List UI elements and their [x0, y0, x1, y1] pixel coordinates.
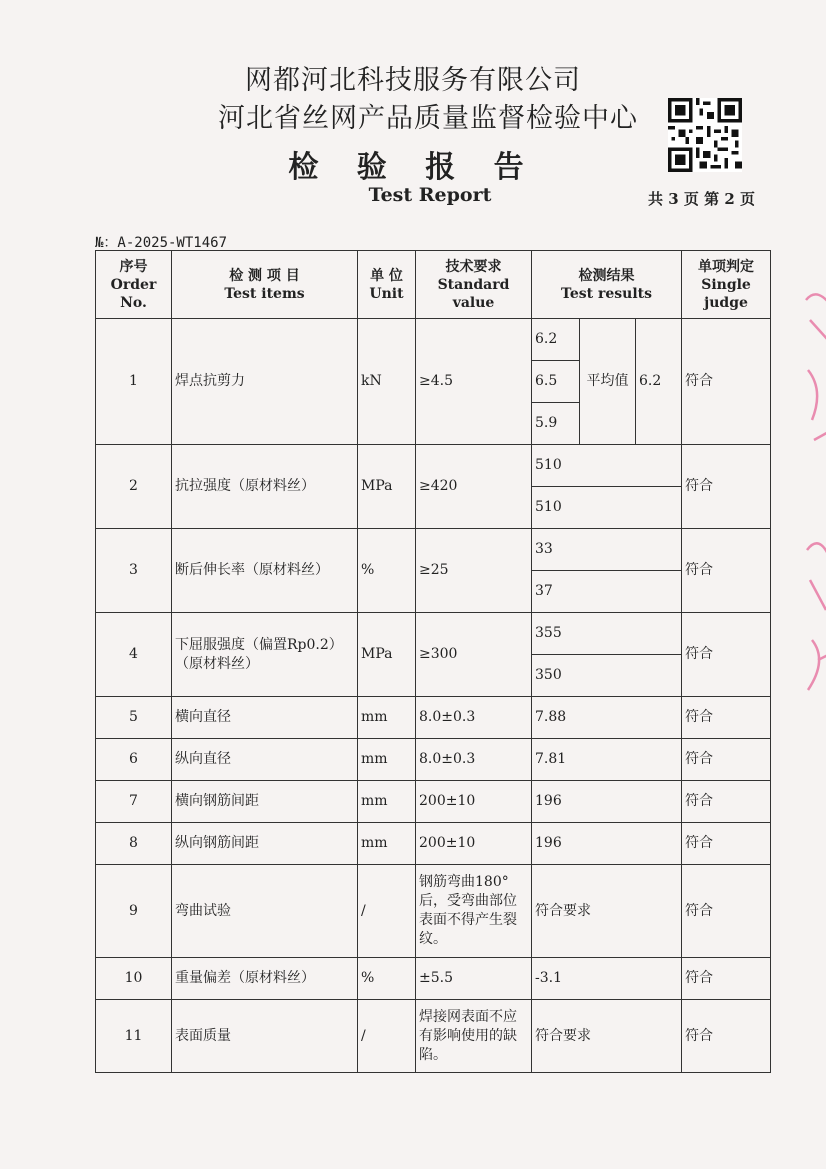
test-item: 抗拉强度（原材料丝） [172, 445, 358, 529]
order-number: 1 [96, 319, 172, 445]
standard-value: 200±10 [416, 823, 532, 865]
result-value: 6.5 [532, 361, 580, 403]
order-number: 8 [96, 823, 172, 865]
single-judge: 符合 [682, 613, 771, 697]
table-row [96, 865, 771, 958]
table-row [96, 739, 771, 781]
result-value: 7.88 [532, 697, 682, 739]
order-number: 2 [96, 445, 172, 529]
column-header-item: 检 测 项 目 Test items [172, 251, 358, 319]
test-item: 焊点抗剪力 [172, 319, 358, 445]
single-judge: 符合 [682, 865, 771, 958]
table-row [96, 445, 771, 487]
standard-value: ≥300 [416, 613, 532, 697]
single-judge: 符合 [682, 445, 771, 529]
unit: % [358, 529, 416, 613]
report-serial-number: №：A-2025-WT1467 [95, 235, 228, 251]
order-number: 7 [96, 781, 172, 823]
single-judge: 符合 [682, 319, 771, 445]
test-item: 表面质量 [172, 1000, 358, 1073]
column-header-unit: 单 位 Unit [358, 251, 416, 319]
single-judge: 符合 [682, 958, 771, 1000]
result-value: 7.81 [532, 739, 682, 781]
single-judge: 符合 [682, 697, 771, 739]
result-value: 37 [532, 571, 682, 613]
standard-value: 200±10 [416, 781, 532, 823]
table-row [96, 697, 771, 739]
result-value: 510 [532, 487, 682, 529]
table-row [96, 319, 771, 361]
result-value: 196 [532, 781, 682, 823]
result-value: 196 [532, 823, 682, 865]
standard-value: ≥420 [416, 445, 532, 529]
result-value: 符合要求 [532, 1000, 682, 1073]
single-judge: 符合 [682, 529, 771, 613]
average-value: 6.2 [636, 319, 682, 445]
table-header-row [96, 251, 771, 319]
unit: MPa [358, 445, 416, 529]
single-judge: 符合 [682, 739, 771, 781]
test-item: 下屈服强度（偏置Rp0.2）（原材料丝） [172, 613, 358, 697]
test-results-table [95, 250, 771, 1073]
order-number: 6 [96, 739, 172, 781]
table-row [96, 613, 771, 655]
test-item: 弯曲试验 [172, 865, 358, 958]
result-value: 33 [532, 529, 682, 571]
test-item: 重量偏差（原材料丝） [172, 958, 358, 1000]
unit: mm [358, 739, 416, 781]
result-value: -3.1 [532, 958, 682, 1000]
average-label: 平均值 [580, 319, 636, 445]
unit: MPa [358, 613, 416, 697]
order-number: 3 [96, 529, 172, 613]
report-title: 检 验 报 告 [288, 150, 538, 185]
test-item: 纵向直径 [172, 739, 358, 781]
unit: mm [358, 781, 416, 823]
standard-value: 焊接网表面不应有影响使用的缺陷。 [416, 1000, 532, 1073]
standard-value: ≥4.5 [416, 319, 532, 445]
table-row [96, 529, 771, 571]
unit: mm [358, 823, 416, 865]
order-number: 4 [96, 613, 172, 697]
page-counter: 共 3 页 第 2 页 [648, 190, 755, 208]
table-row [96, 823, 771, 865]
test-item: 横向钢筋间距 [172, 781, 358, 823]
table-row [96, 1000, 771, 1073]
test-item: 断后伸长率（原材料丝） [172, 529, 358, 613]
single-judge: 符合 [682, 1000, 771, 1073]
single-judge: 符合 [682, 781, 771, 823]
table-row [96, 958, 771, 1000]
standard-value: ≥25 [416, 529, 532, 613]
table-row [96, 781, 771, 823]
standard-value: ±5.5 [416, 958, 532, 1000]
result-value: 350 [532, 655, 682, 697]
test-item: 纵向钢筋间距 [172, 823, 358, 865]
unit: % [358, 958, 416, 1000]
seal-stamp-icon [798, 280, 826, 700]
unit: / [358, 865, 416, 958]
column-header-order: 序号 Order No. [96, 251, 172, 319]
result-value: 6.2 [532, 319, 580, 361]
result-value: 5.9 [532, 403, 580, 445]
order-number: 10 [96, 958, 172, 1000]
unit: / [358, 1000, 416, 1073]
unit: kN [358, 319, 416, 445]
column-header-standard: 技术要求 Standard value [416, 251, 532, 319]
order-number: 11 [96, 1000, 172, 1073]
result-value: 355 [532, 613, 682, 655]
column-header-results: 检测结果 Test results [532, 251, 682, 319]
unit: mm [358, 697, 416, 739]
column-header-judge: 单项判定 Single judge [682, 251, 771, 319]
test-item: 横向直径 [172, 697, 358, 739]
inspection-center-name: 河北省丝网产品质量监督检验中心 [218, 103, 638, 134]
standard-value: 8.0±0.3 [416, 739, 532, 781]
organization-name: 网都河北科技服务有限公司 [245, 65, 581, 96]
order-number: 5 [96, 697, 172, 739]
result-value: 符合要求 [532, 865, 682, 958]
standard-value: 钢筋弯曲180°后，受弯曲部位表面不得产生裂纹。 [416, 865, 532, 958]
order-number: 9 [96, 865, 172, 958]
single-judge: 符合 [682, 823, 771, 865]
report-title-english: Test Report [368, 184, 492, 206]
result-value: 510 [532, 445, 682, 487]
standard-value: 8.0±0.3 [416, 697, 532, 739]
